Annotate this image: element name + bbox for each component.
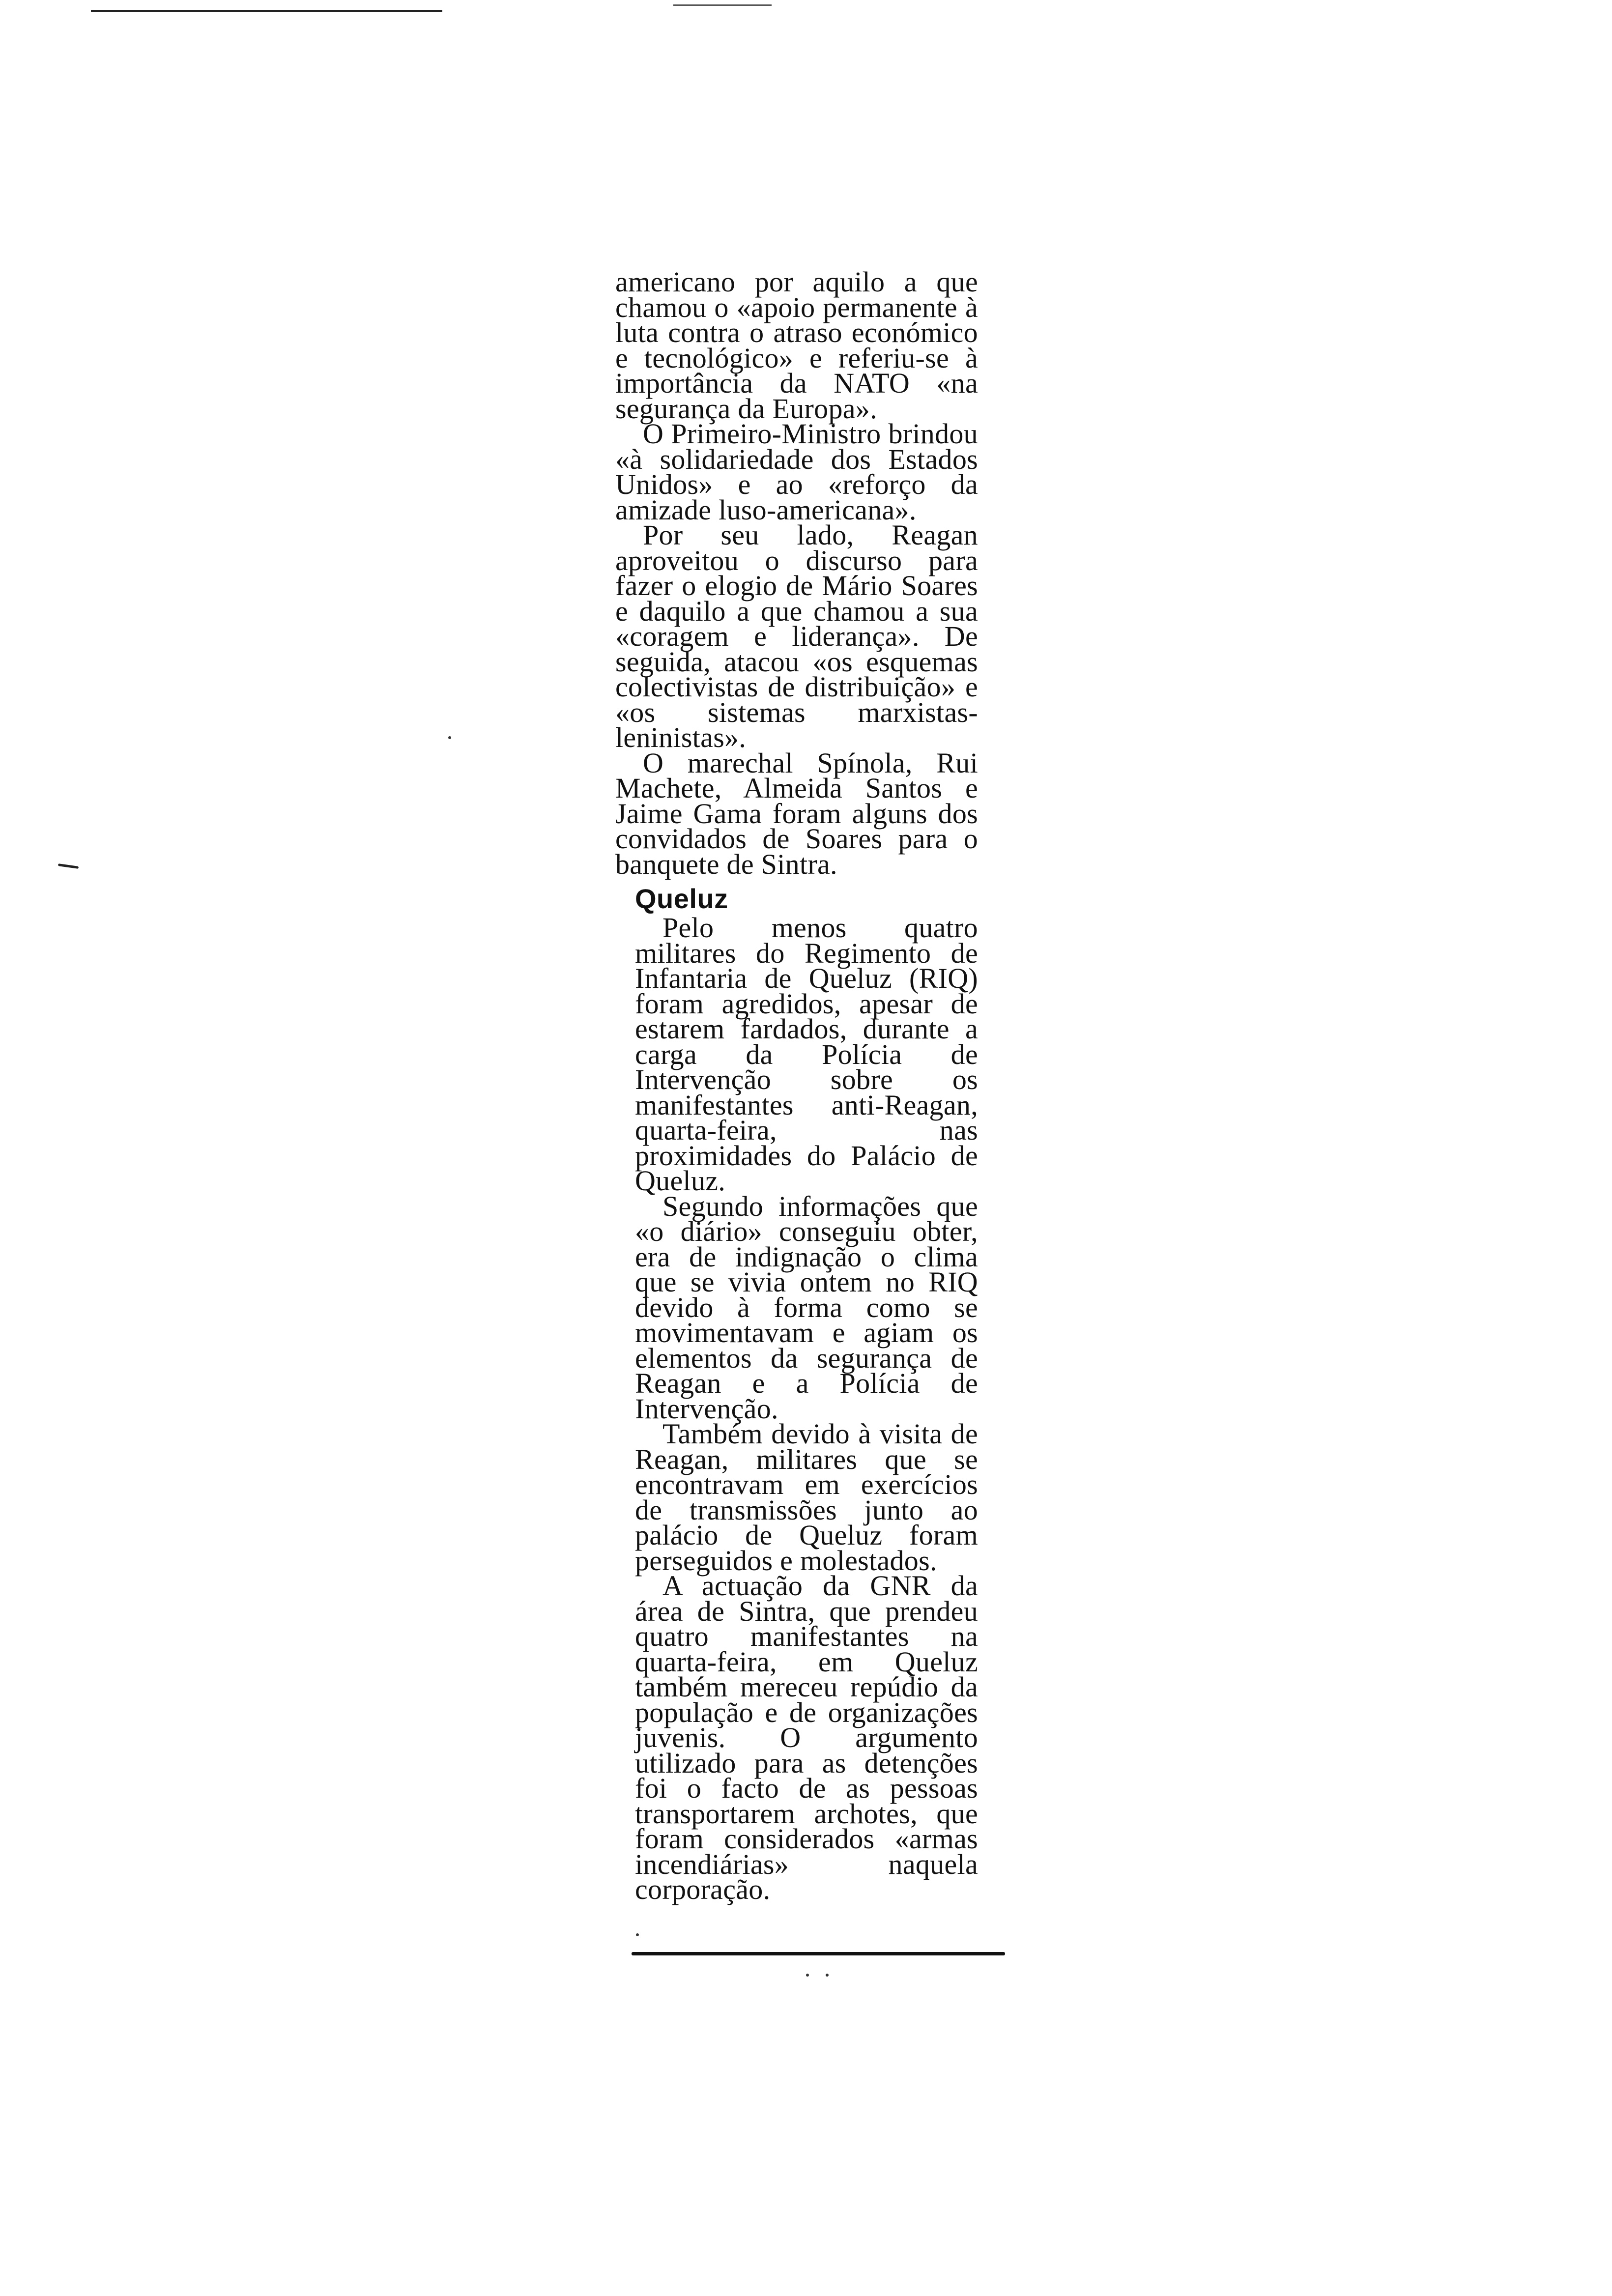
article-paragraph: Por seu lado, Reagan aproveitou o discurso para fazer o elogio de Mário Soares e daquilo a que chamou a sua «coragem e liderança». De seguida, atacou «os esquemas colectivistas de distribuição» e «os sistemas marxistas-leninistas». <box>615 519 978 753</box>
scan-dot <box>826 1974 829 1977</box>
scan-dot <box>448 736 451 739</box>
section-heading: Queluz <box>635 883 728 914</box>
top-rule-fragment <box>673 4 772 6</box>
section-body <box>615 912 978 1905</box>
article-paragraph: A actuação da GNR da área de Sintra, que prendeu quatro manifestantes na quarta-feira, em Queluz também mereceu repúdio da população e de organizações juvenis. O argumento utilizado para as detenções foi o facto de as pessoas transportarem archotes, que foram considerados «armas incendiárias» naquela corporação. <box>635 1570 978 1905</box>
scan-dot <box>806 1974 809 1977</box>
article-column <box>615 266 978 1905</box>
top-rule <box>91 10 442 12</box>
scan-mark <box>58 863 79 869</box>
article-paragraph: Pelo menos quatro militares do Regimento de Infantaria de Queluz (RIQ) foram agredidos, apesar de estarem fardados, durante a carga da Polícia de Intervenção sobre os manifestantes anti-Reagan, quarta-feira, nas proximidades do Palácio de Queluz. <box>635 912 978 1197</box>
article-paragraph: O marechal Spínola, Rui Machete, Almeida Santos e Jaime Gama foram alguns dos convidados de Soares para o banquete de Sintra. <box>615 746 978 880</box>
article-paragraph: Segundo informações que «o diário» conseguiu obter, era de indignação o clima que se vivia ontem no RIQ devido à forma como se movimentavam e agiam os elementos da segurança de Reagan e a Polícia de Intervenção. <box>635 1190 978 1425</box>
article-paragraph: O Primeiro-Ministro brindou «à solidariedade dos Estados Unidos» e ao «reforço da amizade luso-americana». <box>615 418 978 526</box>
article-paragraph: americano por aquilo a que chamou o «apoio permanente à luta contra o atraso económico e tecnológico» e referiu-se à importância da NATO «na segurança da Europa». <box>615 266 978 425</box>
end-rule <box>632 1952 1005 1955</box>
scan-dot <box>636 1933 639 1936</box>
article-paragraph: Também devido à visita de Reagan, militares que se encontravam em exercícios de transmissões junto ao palácio de Queluz foram perseguidos e molestados. <box>635 1418 978 1577</box>
